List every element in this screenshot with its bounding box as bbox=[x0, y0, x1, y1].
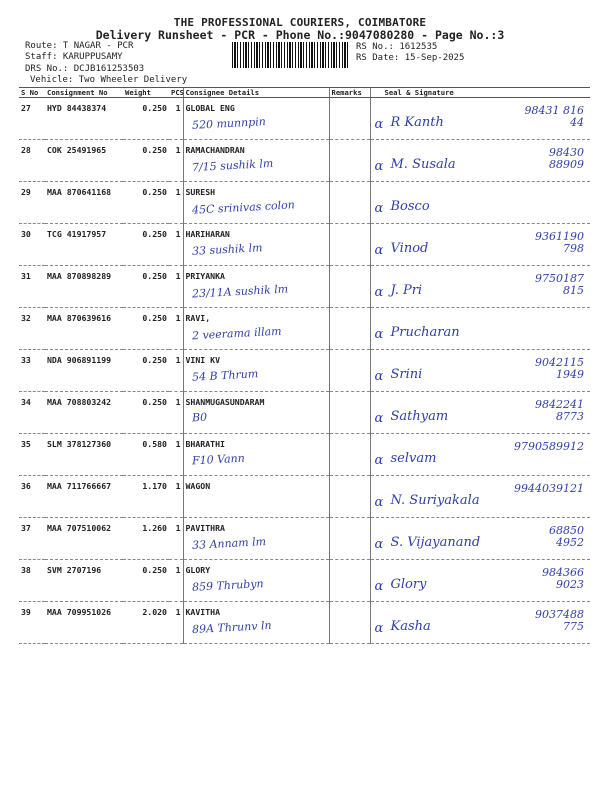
handwritten-address: 520 munnpin bbox=[191, 115, 266, 132]
row-signature bbox=[370, 392, 590, 434]
table-row bbox=[19, 266, 590, 308]
row-signature bbox=[370, 140, 590, 182]
row-sno: 31 bbox=[19, 266, 45, 308]
consignee-name: PRIYANKA bbox=[185, 271, 225, 281]
col-consignment: Consignment No bbox=[45, 88, 123, 98]
handwritten-signature: N. Suriyakala bbox=[390, 493, 480, 508]
row-remarks bbox=[329, 98, 370, 140]
row-weight: 0.250 bbox=[123, 98, 169, 140]
table-row bbox=[19, 140, 590, 182]
row-consignment-no: TCG 41917957 bbox=[45, 224, 123, 266]
consignee-name: KAVITHA bbox=[185, 607, 221, 617]
drs-text: DRS No.: DCJB161253503 bbox=[25, 64, 145, 74]
consignee-name: SURESH bbox=[185, 187, 216, 197]
row-weight: 0.250 bbox=[123, 350, 169, 392]
col-weight: Weight bbox=[123, 88, 169, 98]
row-remarks bbox=[329, 392, 370, 434]
row-consignment-no: MAA 707510062 bbox=[45, 518, 123, 560]
barcode-image bbox=[232, 42, 350, 68]
row-consignee bbox=[183, 182, 329, 224]
row-pcs: 1 bbox=[169, 518, 183, 560]
handwritten-address: 89A Thrunv ln bbox=[191, 618, 272, 637]
row-consignment-no: MAA 709951026 bbox=[45, 602, 123, 644]
row-signature bbox=[370, 518, 590, 560]
rs-date: RS Date: 15-Sep-2025 bbox=[356, 53, 465, 63]
row-pcs: 1 bbox=[169, 560, 183, 602]
row-remarks bbox=[329, 182, 370, 224]
rs-number: RS No.: 1612535 bbox=[356, 42, 438, 52]
alpha-mark-icon: α bbox=[374, 495, 384, 510]
alpha-mark-icon: α bbox=[374, 117, 384, 132]
table-row bbox=[19, 98, 590, 140]
row-signature bbox=[370, 602, 590, 644]
handwritten-address: 23/11A sushik lm bbox=[191, 282, 289, 301]
handwritten-address: 859 Thrubyn bbox=[191, 577, 264, 594]
runsheet-subtitle: Delivery Runsheet - PCR - Phone No.:9047080280 - Page No.:3 bbox=[95, 28, 505, 42]
handwritten-phone: 9750187 815 bbox=[535, 272, 584, 297]
handwritten-phone: 9037488 775 bbox=[535, 608, 584, 633]
row-remarks bbox=[329, 518, 370, 560]
row-consignment-no: MAA 870639616 bbox=[45, 308, 123, 350]
vehicle-text: Vehicle: Two Wheeler Delivery bbox=[30, 75, 188, 85]
handwritten-phone: 98430 88909 bbox=[549, 146, 584, 171]
handwritten-signature: Kasha bbox=[390, 619, 431, 634]
row-weight: 0.250 bbox=[123, 266, 169, 308]
drs-meta bbox=[25, 64, 187, 86]
handwritten-signature: R Kanth bbox=[390, 115, 444, 130]
row-sno: 33 bbox=[19, 350, 45, 392]
handwritten-signature: Prucharan bbox=[390, 325, 460, 340]
row-weight: 0.250 bbox=[123, 392, 169, 434]
row-signature bbox=[370, 98, 590, 140]
col-signature: Seal & Signature bbox=[370, 88, 590, 98]
row-sno: 36 bbox=[19, 476, 45, 518]
row-remarks bbox=[329, 140, 370, 182]
consignee-name: BHARATHI bbox=[185, 439, 225, 449]
row-signature bbox=[370, 476, 590, 518]
rs-meta bbox=[356, 42, 464, 64]
handwritten-address: 33 Annam lm bbox=[191, 535, 266, 552]
row-sno: 30 bbox=[19, 224, 45, 266]
handwritten-address: B0 bbox=[191, 410, 207, 425]
row-pcs: 1 bbox=[169, 602, 183, 644]
alpha-mark-icon: α bbox=[374, 537, 384, 552]
row-consignment-no: MAA 870898289 bbox=[45, 266, 123, 308]
handwritten-phone: 9042115 1949 bbox=[535, 356, 584, 381]
handwritten-signature: Srini bbox=[390, 367, 423, 382]
consignee-name: GLOBAL ENG bbox=[185, 103, 235, 113]
consignee-name: WAGON bbox=[185, 481, 211, 491]
consignee-name: PAVITHRA bbox=[185, 523, 225, 533]
handwritten-signature: Vinod bbox=[390, 241, 429, 256]
col-sno: S No bbox=[19, 88, 45, 98]
row-sno: 32 bbox=[19, 308, 45, 350]
staff-text: Staff: KARUPPUSAMY bbox=[25, 52, 123, 62]
handwritten-signature: Bosco bbox=[390, 199, 430, 214]
row-weight: 0.250 bbox=[123, 224, 169, 266]
handwritten-phone: 9944039121 bbox=[514, 482, 584, 495]
handwritten-address: 45C srinivas colon bbox=[191, 198, 295, 217]
row-weight: 0.250 bbox=[123, 182, 169, 224]
row-signature bbox=[370, 560, 590, 602]
col-pcs: PCS bbox=[171, 88, 184, 97]
row-consignment-no: COK 25491965 bbox=[45, 140, 123, 182]
row-consignee bbox=[183, 266, 329, 308]
row-pcs: 1 bbox=[169, 476, 183, 518]
row-remarks bbox=[329, 476, 370, 518]
row-consignment-no: MAA 870641168 bbox=[45, 182, 123, 224]
row-pcs: 1 bbox=[169, 392, 183, 434]
row-remarks bbox=[329, 350, 370, 392]
handwritten-phone: 9361190 798 bbox=[535, 230, 584, 255]
row-remarks bbox=[329, 434, 370, 476]
row-consignee bbox=[183, 350, 329, 392]
row-pcs: 1 bbox=[169, 182, 183, 224]
consignee-name: RAVI, bbox=[185, 313, 211, 323]
row-weight: 0.580 bbox=[123, 434, 169, 476]
alpha-mark-icon: α bbox=[374, 579, 384, 594]
row-pcs: 1 bbox=[169, 224, 183, 266]
row-pcs: 1 bbox=[169, 266, 183, 308]
row-signature bbox=[370, 308, 590, 350]
row-remarks bbox=[329, 266, 370, 308]
table-row bbox=[19, 434, 590, 476]
table-row bbox=[19, 392, 590, 434]
route-text: Route: T NAGAR - PCR bbox=[25, 41, 134, 51]
row-sno: 37 bbox=[19, 518, 45, 560]
row-sno: 27 bbox=[19, 98, 45, 140]
handwritten-address: 2 veerama illam bbox=[191, 324, 282, 343]
alpha-mark-icon: α bbox=[374, 369, 384, 384]
table-row bbox=[19, 560, 590, 602]
row-consignee bbox=[183, 140, 329, 182]
row-sno: 34 bbox=[19, 392, 45, 434]
row-consignee bbox=[183, 308, 329, 350]
row-pcs: 1 bbox=[169, 434, 183, 476]
row-sno: 39 bbox=[19, 602, 45, 644]
row-consignee bbox=[183, 602, 329, 644]
col-consignee: Consignee Details bbox=[183, 88, 329, 98]
handwritten-signature: selvam bbox=[390, 451, 437, 466]
table-header-row bbox=[19, 88, 590, 98]
row-consignment-no: SLM 378127360 bbox=[45, 434, 123, 476]
row-sno: 28 bbox=[19, 140, 45, 182]
col-remarks: Remarks bbox=[329, 88, 370, 98]
alpha-mark-icon: α bbox=[374, 243, 384, 258]
row-weight: 0.250 bbox=[123, 560, 169, 602]
row-remarks bbox=[329, 308, 370, 350]
alpha-mark-icon: α bbox=[374, 327, 384, 342]
alpha-mark-icon: α bbox=[374, 621, 384, 636]
row-sno: 38 bbox=[19, 560, 45, 602]
row-weight: 1.170 bbox=[123, 476, 169, 518]
handwritten-address: 7/15 sushik lm bbox=[191, 156, 274, 175]
row-sno: 35 bbox=[19, 434, 45, 476]
row-weight: 0.250 bbox=[123, 308, 169, 350]
row-consignee bbox=[183, 518, 329, 560]
handwritten-phone: 984366 9023 bbox=[542, 566, 584, 591]
row-consignee bbox=[183, 476, 329, 518]
table-row bbox=[19, 182, 590, 224]
row-consignee bbox=[183, 224, 329, 266]
alpha-mark-icon: α bbox=[374, 453, 384, 468]
row-consignment-no: HYD 84438374 bbox=[45, 98, 123, 140]
handwritten-signature: M. Susala bbox=[390, 157, 456, 172]
row-signature bbox=[370, 350, 590, 392]
row-remarks bbox=[329, 602, 370, 644]
row-consignee bbox=[183, 98, 329, 140]
table-row bbox=[19, 602, 590, 644]
row-pcs: 1 bbox=[169, 140, 183, 182]
handwritten-phone: 9842241 8773 bbox=[535, 398, 584, 423]
alpha-mark-icon: α bbox=[374, 159, 384, 174]
row-pcs: 1 bbox=[169, 350, 183, 392]
consignee-name: SHANMUGASUNDARAM bbox=[185, 397, 265, 407]
row-consignee bbox=[183, 434, 329, 476]
row-remarks bbox=[329, 560, 370, 602]
consignee-name: HARIHARAN bbox=[185, 229, 230, 239]
row-consignment-no: SVM 2707196 bbox=[45, 560, 123, 602]
row-sno: 29 bbox=[19, 182, 45, 224]
row-remarks bbox=[329, 224, 370, 266]
row-signature bbox=[370, 224, 590, 266]
alpha-mark-icon: α bbox=[374, 285, 384, 300]
table-row bbox=[19, 308, 590, 350]
table-row bbox=[19, 518, 590, 560]
table-row bbox=[19, 476, 590, 518]
handwritten-phone: 9790589912 bbox=[514, 440, 584, 453]
alpha-mark-icon: α bbox=[374, 411, 384, 426]
row-weight: 0.250 bbox=[123, 140, 169, 182]
consignee-name: GLORY bbox=[185, 565, 211, 575]
handwritten-address: 33 sushik lm bbox=[191, 241, 263, 258]
runsheet-table bbox=[19, 87, 590, 644]
company-title: THE PROFESSIONAL COURIERS, COIMBATORE bbox=[173, 16, 427, 29]
row-consignment-no: MAA 711766667 bbox=[45, 476, 123, 518]
row-weight: 1.260 bbox=[123, 518, 169, 560]
consignee-name: RAMACHANDRAN bbox=[185, 145, 245, 155]
row-signature bbox=[370, 182, 590, 224]
handwritten-signature: S. Vijayanand bbox=[390, 535, 481, 550]
alpha-mark-icon: α bbox=[374, 201, 384, 216]
handwritten-address: F10 Vann bbox=[191, 451, 245, 468]
handwritten-signature: Glory bbox=[390, 577, 427, 592]
row-consignee bbox=[183, 392, 329, 434]
row-consignment-no: MAA 708803242 bbox=[45, 392, 123, 434]
handwritten-phone: 98431 816 44 bbox=[524, 104, 584, 129]
row-pcs: 1 bbox=[169, 98, 183, 140]
row-signature bbox=[370, 266, 590, 308]
consignee-name: VINI KV bbox=[185, 355, 221, 365]
handwritten-signature: J. Pri bbox=[390, 283, 423, 298]
table-row bbox=[19, 224, 590, 266]
row-consignment-no: NDA 906891199 bbox=[45, 350, 123, 392]
row-pcs: 1 bbox=[169, 308, 183, 350]
handwritten-phone: 68850 4952 bbox=[549, 524, 584, 549]
row-signature bbox=[370, 434, 590, 476]
route-meta bbox=[25, 41, 133, 63]
row-consignee bbox=[183, 560, 329, 602]
handwritten-signature: Sathyam bbox=[390, 409, 449, 424]
handwritten-address: 54 B Thrum bbox=[191, 367, 259, 384]
table-row bbox=[19, 350, 590, 392]
row-weight: 2.020 bbox=[123, 602, 169, 644]
